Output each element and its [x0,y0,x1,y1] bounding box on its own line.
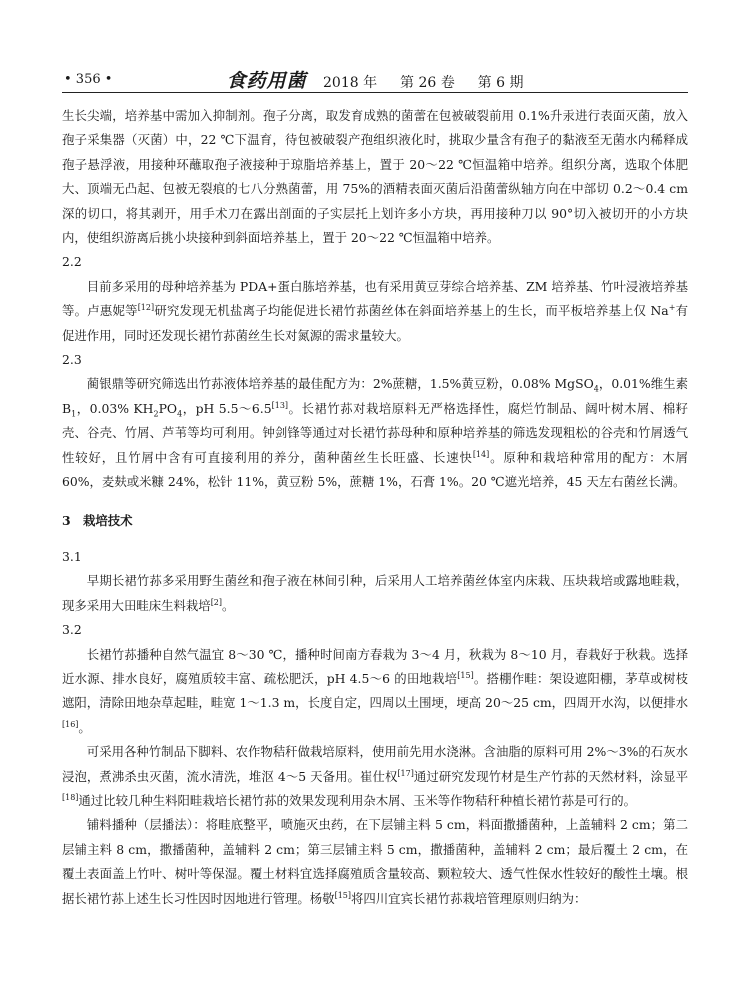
journal-line [62,66,688,93]
citation: [2] [210,597,223,607]
paragraph-1: 生长尖端，培养基中需加入抑制剂。孢子分离，取发育成熟的菌蕾在包被破裂前用 0.1%升汞进行表面灭菌，放入孢子采集器（灭菌）中，22 ℃下温育，待包被破裂产孢组织液化时，挑取少量含有孢子的黏液至无菌水内稀释成孢子悬浮液，用接种环蘸取孢子液接种于琼脂培养基上，置于 20～22 ℃恒温箱中培养。组织分离，选取个体肥大、顶端无凸起、包被无裂痕的七八分熟菌蕾，用 75%的酒精表面灭菌后沿菌蕾纵轴方向在中部切 0.2～0.4 cm 深的切口，将其剥开，用手术刀在露出剖面的子实层托上划许多小方块，再用接种刀以 90°切入被切开的小方块内，使组织游离后挑小块接种到斜面培养基上，置于 20～22 ℃恒温箱中培养。 [62,108,688,246]
paragraph-2: 目前多采用的母种培养基为 PDA+蛋白胨培养基，也有采用黄豆芽综合培养基、ZM 培养基、竹叶浸液培养基等。卢惠妮等[12]研究发现无机盐离子均能促进长裙竹荪菌丝体在斜面培养基上的生长，而平板培养基上仅 Na+有促进作用，同时还发现长裙竹荪菌丝生长对氮源的需求量较大。 [62,278,689,343]
paragraph-5: 长裙竹荪播种自然气温宜 8～30 ℃，播种时间南方春栽为 3～4 月，秋栽为 8～10 月，春栽好于秋栽。选择近水源、排水良好，腐殖质较丰富、疏松肥沃，pH 4.5～6 的田地栽培[15]。搭棚作畦：架设遮阳棚，茅草或树枝遮阳，清除田地杂草起畦，畦宽 1～1.3 m，长度自定，四周以土围埂，埂高 20～25 cm，四周开水沟，以便排水[16]。 [62,646,689,735]
citation: [13] [271,400,289,410]
paragraph-4: 早期长裙竹荪多采用野生菌丝和孢子液在林间引种，后采用人工培养菌丝体室内床栽、压块栽培或露地畦栽，现多采用大田畦床生料栽培[2]。 [62,573,688,613]
journal-issue: 第 6 期 [477,75,524,91]
article-body [62,104,688,911]
section-3-1-number: 3.1 [62,548,82,564]
journal-name: 食药用菌 [226,70,307,92]
citation: [15] [334,890,352,900]
citation: [14] [472,449,490,459]
section-2-2-number: 2.2 [62,254,82,270]
section-3-heading: 3 栽培技术 [62,512,133,528]
citation: [18] [62,792,79,802]
running-header [62,58,688,93]
section-2-3-number: 2.3 [62,352,82,368]
paragraph-3: 蔺银鼎等研究筛选出竹荪液体培养基的最佳配方为：2%蔗糖，1.5%黄豆粉，0.08% MgSO$_4$，0.01%维生素 $B_1$，0.03% $KH_2PO_4$，pH 5.5～6.5[13]。长裙竹荪对栽培原料无严格选择性，腐烂竹制品、阔叶树木屑、棉籽壳、谷壳、竹屑、芦苇等均可利用。钟剑锋等通过对长裙竹荪母种和原种培养基的筛选发现粗松的谷壳和竹屑透气性较好，且竹屑中含有可直接利用的养分，菌种菌丝生长旺盛、长速快[14]。原种和栽培种常用的配方：木屑 60%，麦麸或米糠 24%，松针 11%，黄豆粉 5%，蔗糖 1%，石膏 1%。20 ℃遮光培养，45 天左右菌丝长满。 [62,376,689,490]
citation: [15] [457,670,474,680]
journal-volume: 第 26 卷 [400,75,455,91]
citation: [12] [137,303,155,313]
paragraph-7: 铺料播种（层播法）：将畦底整平，喷施灭虫药，在下层铺主料 5 cm，料面撒播菌种，上盖辅料 2 cm；第二层铺主料 8 cm，撒播菌种，盖辅料 2 cm；第三层铺主料 5 cm，撒播菌种，盖辅料 2 cm；最后覆土 2 cm，在覆土表面盖上竹叶、树叶等保湿。覆土材料宜选择腐殖质含量较高、颗粒较大、透气性保水性较好的酸性土壤。根据长裙竹荪上述生长习性因时因地进行管理。杨敬[15]将四川宜宾长裙竹荪栽培管理原则归纳为： [62,817,688,906]
paragraph-6: 可采用各种竹制品下脚料、农作物秸秆做栽培原料，使用前先用水浇淋。含油脂的原料可用 2%～3%的石灰水浸泡，煮沸杀虫灭菌，流水清洗，堆沤 4～5 天备用。崔仕权[17]通过研究发现竹材是生产竹荪的天然材料，涂显平[18]通过比较几种生料阳畦栽培长裙竹荪的效果发现利用杂木屑、玉米等作物秸秆种植长裙竹荪是可行的。 [62,744,688,808]
section-3-2-number: 3.2 [62,622,82,638]
page-number: • 356 • [64,72,113,87]
citation: [17] [397,768,414,778]
journal-year: 2018 年 [323,75,378,91]
citation: [16] [62,719,79,729]
